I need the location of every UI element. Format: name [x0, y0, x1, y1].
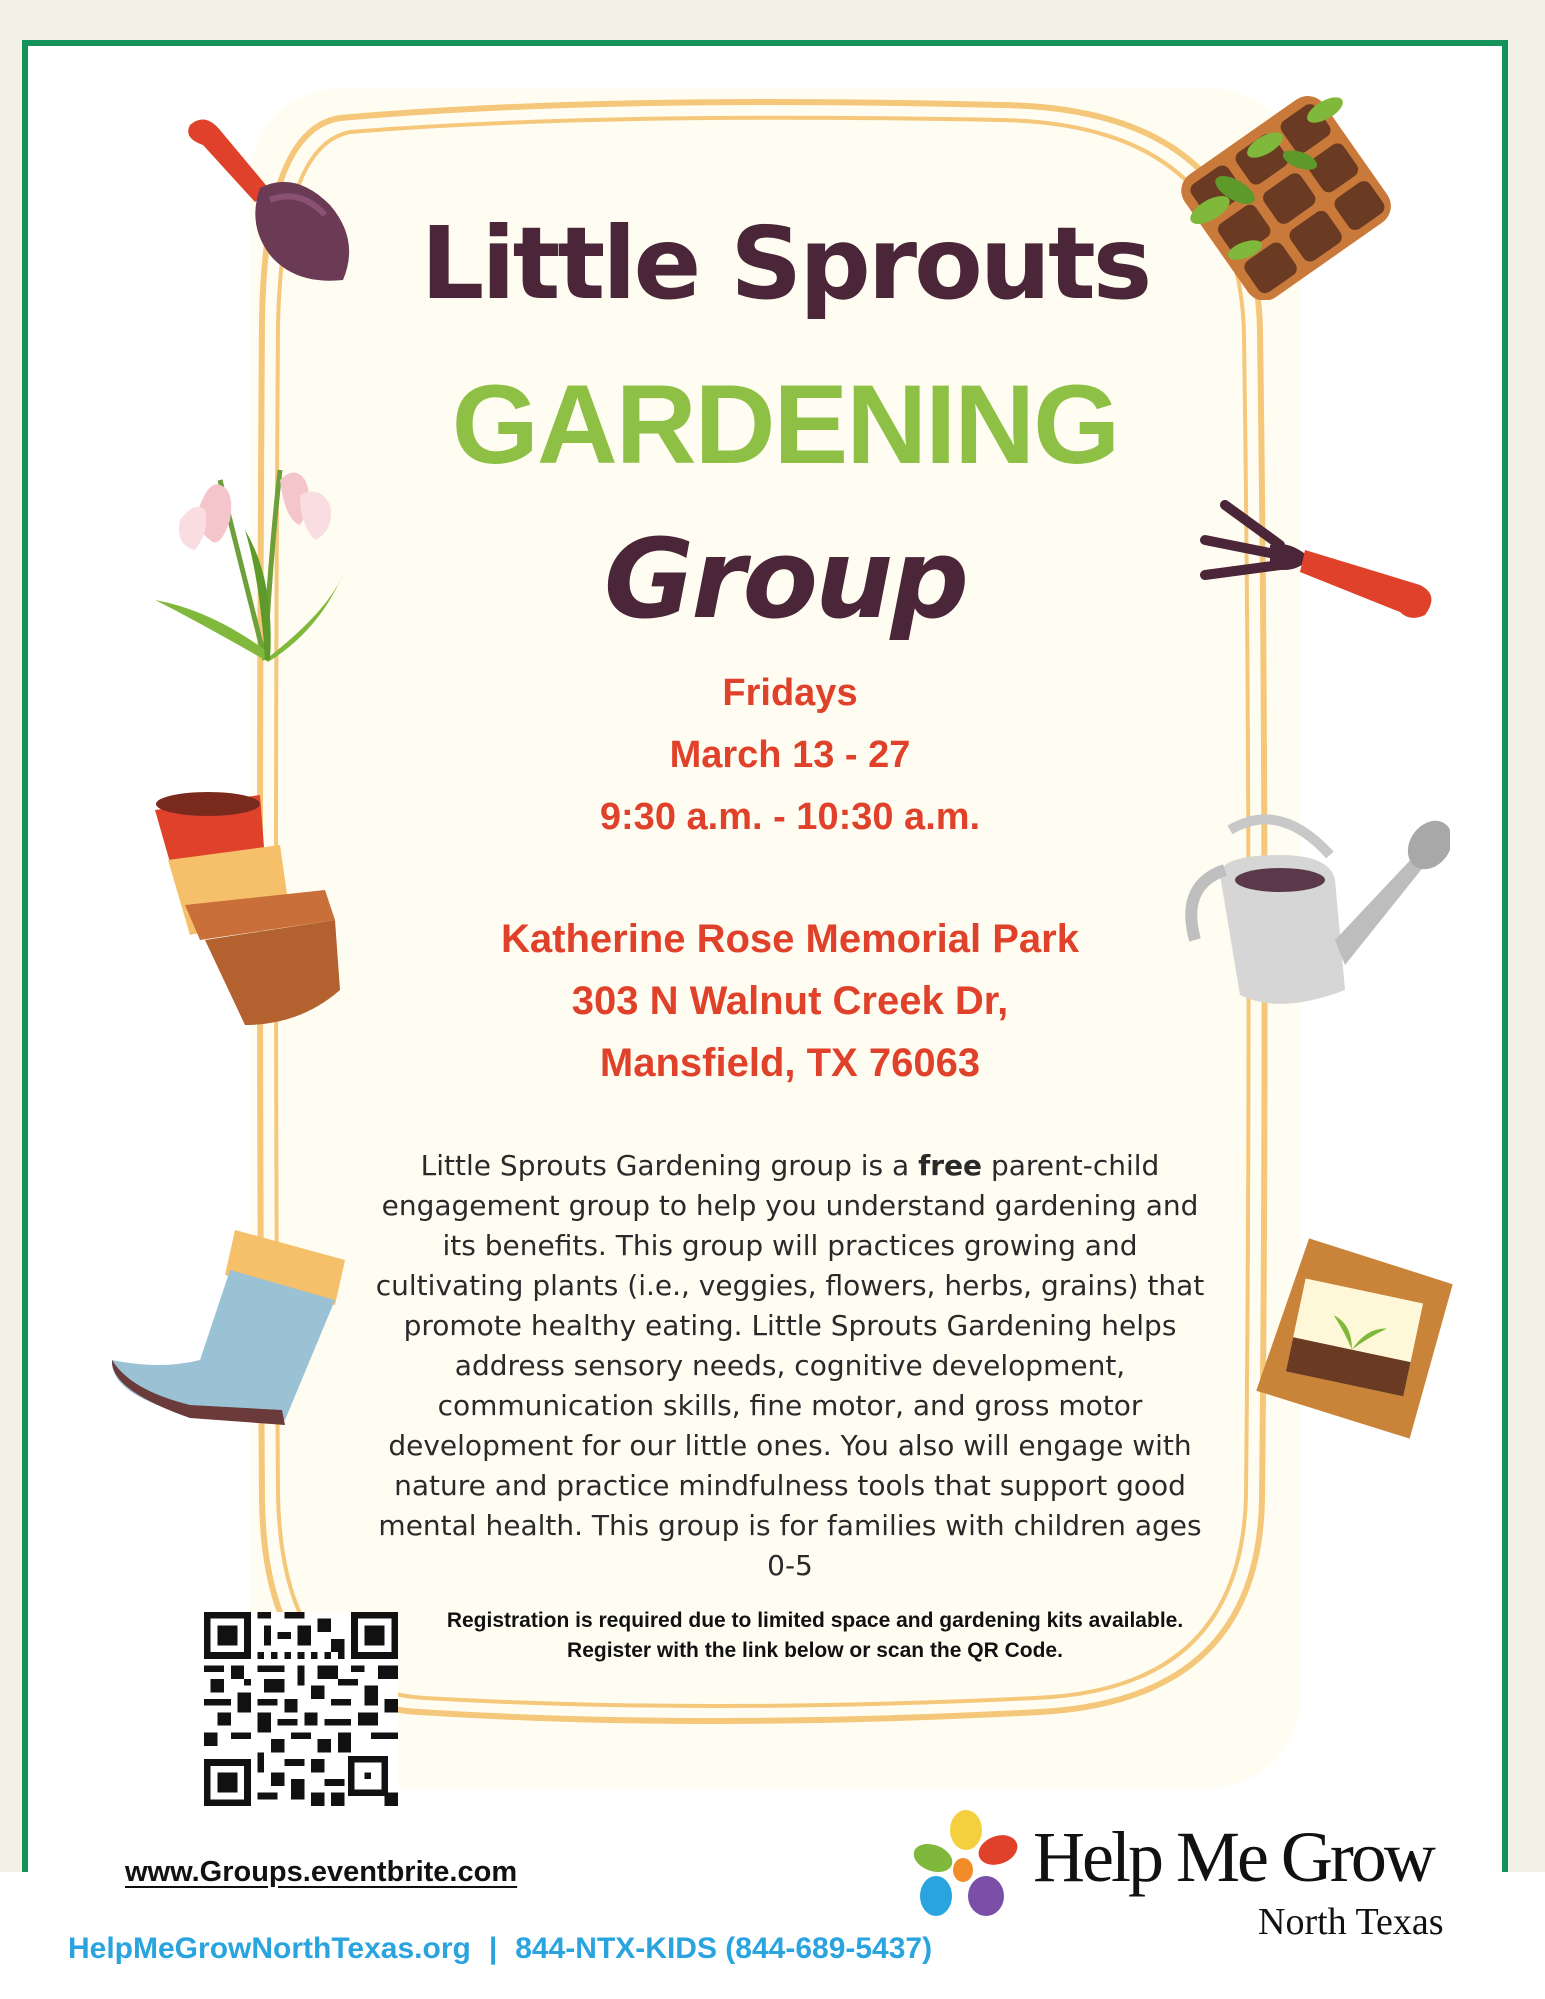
description-free: free: [918, 1149, 983, 1182]
schedule-dates: March 13 - 27: [669, 734, 911, 776]
location-street: 303 N Walnut Creek Dr,: [571, 979, 1009, 1023]
description: [368, 1146, 1212, 1586]
description-body: parent-child engagement group to help you understand gardening and its benefits. This group will practices growing and cultivating plants (i.e., veggies, flowers, herbs, grains) that promote healthy eating. Little Sprouts Gardening helps address sensory needs, cognitive development, communication skills, fine motor, and gross motor development for our little ones. You also will engage with nature and practice mindfulness tools that support good mental health. This group is for families with children ages 0-5: [375, 1149, 1205, 1582]
stacked-pots-icon: [150, 790, 350, 1040]
logo-region: North Texas: [1258, 1901, 1444, 1943]
footer-phone[interactable]: 844-NTX-KIDS (844-689-5437): [515, 1932, 933, 1965]
qr-code-icon[interactable]: [204, 1612, 398, 1806]
petal-logo-icon: [908, 1808, 1028, 1928]
registration-note: Registration is required due to limited space and gardening kits available. Register with the link below or scan the QR Code.: [446, 1609, 1184, 1662]
title-line-3: Group: [603, 515, 967, 643]
watering-can-icon: [1180, 800, 1450, 1020]
footer-separator: |: [488, 1932, 498, 1965]
snowdrop-flower-icon: [150, 440, 350, 670]
schedule-day: Fridays: [722, 672, 858, 714]
footer-contact: [68, 1932, 932, 1966]
help-me-grow-logo: [908, 1808, 1508, 1958]
schedule-time: 9:30 a.m. - 10:30 a.m.: [599, 796, 981, 838]
location-block: [400, 908, 1180, 1094]
registration-link[interactable]: www.Groups.eventbrite.com: [125, 1856, 518, 1888]
footer-website-link[interactable]: HelpMeGrowNorthTexas.org: [68, 1932, 471, 1965]
logo-name: Help Me Grow: [1033, 1817, 1433, 1897]
schedule-block: [450, 662, 1130, 848]
title-line-1: Little Sprouts: [420, 205, 1150, 322]
title-line-2: GARDENING: [451, 362, 1119, 487]
seed-bag-icon: [1250, 1230, 1460, 1440]
description-intro: Little Sprouts Gardening group is a: [420, 1149, 919, 1182]
rain-boot-icon: [100, 1220, 350, 1430]
location-city: Mansfield, TX 76063: [599, 1041, 981, 1085]
location-venue: Katherine Rose Memorial Park: [501, 917, 1079, 961]
